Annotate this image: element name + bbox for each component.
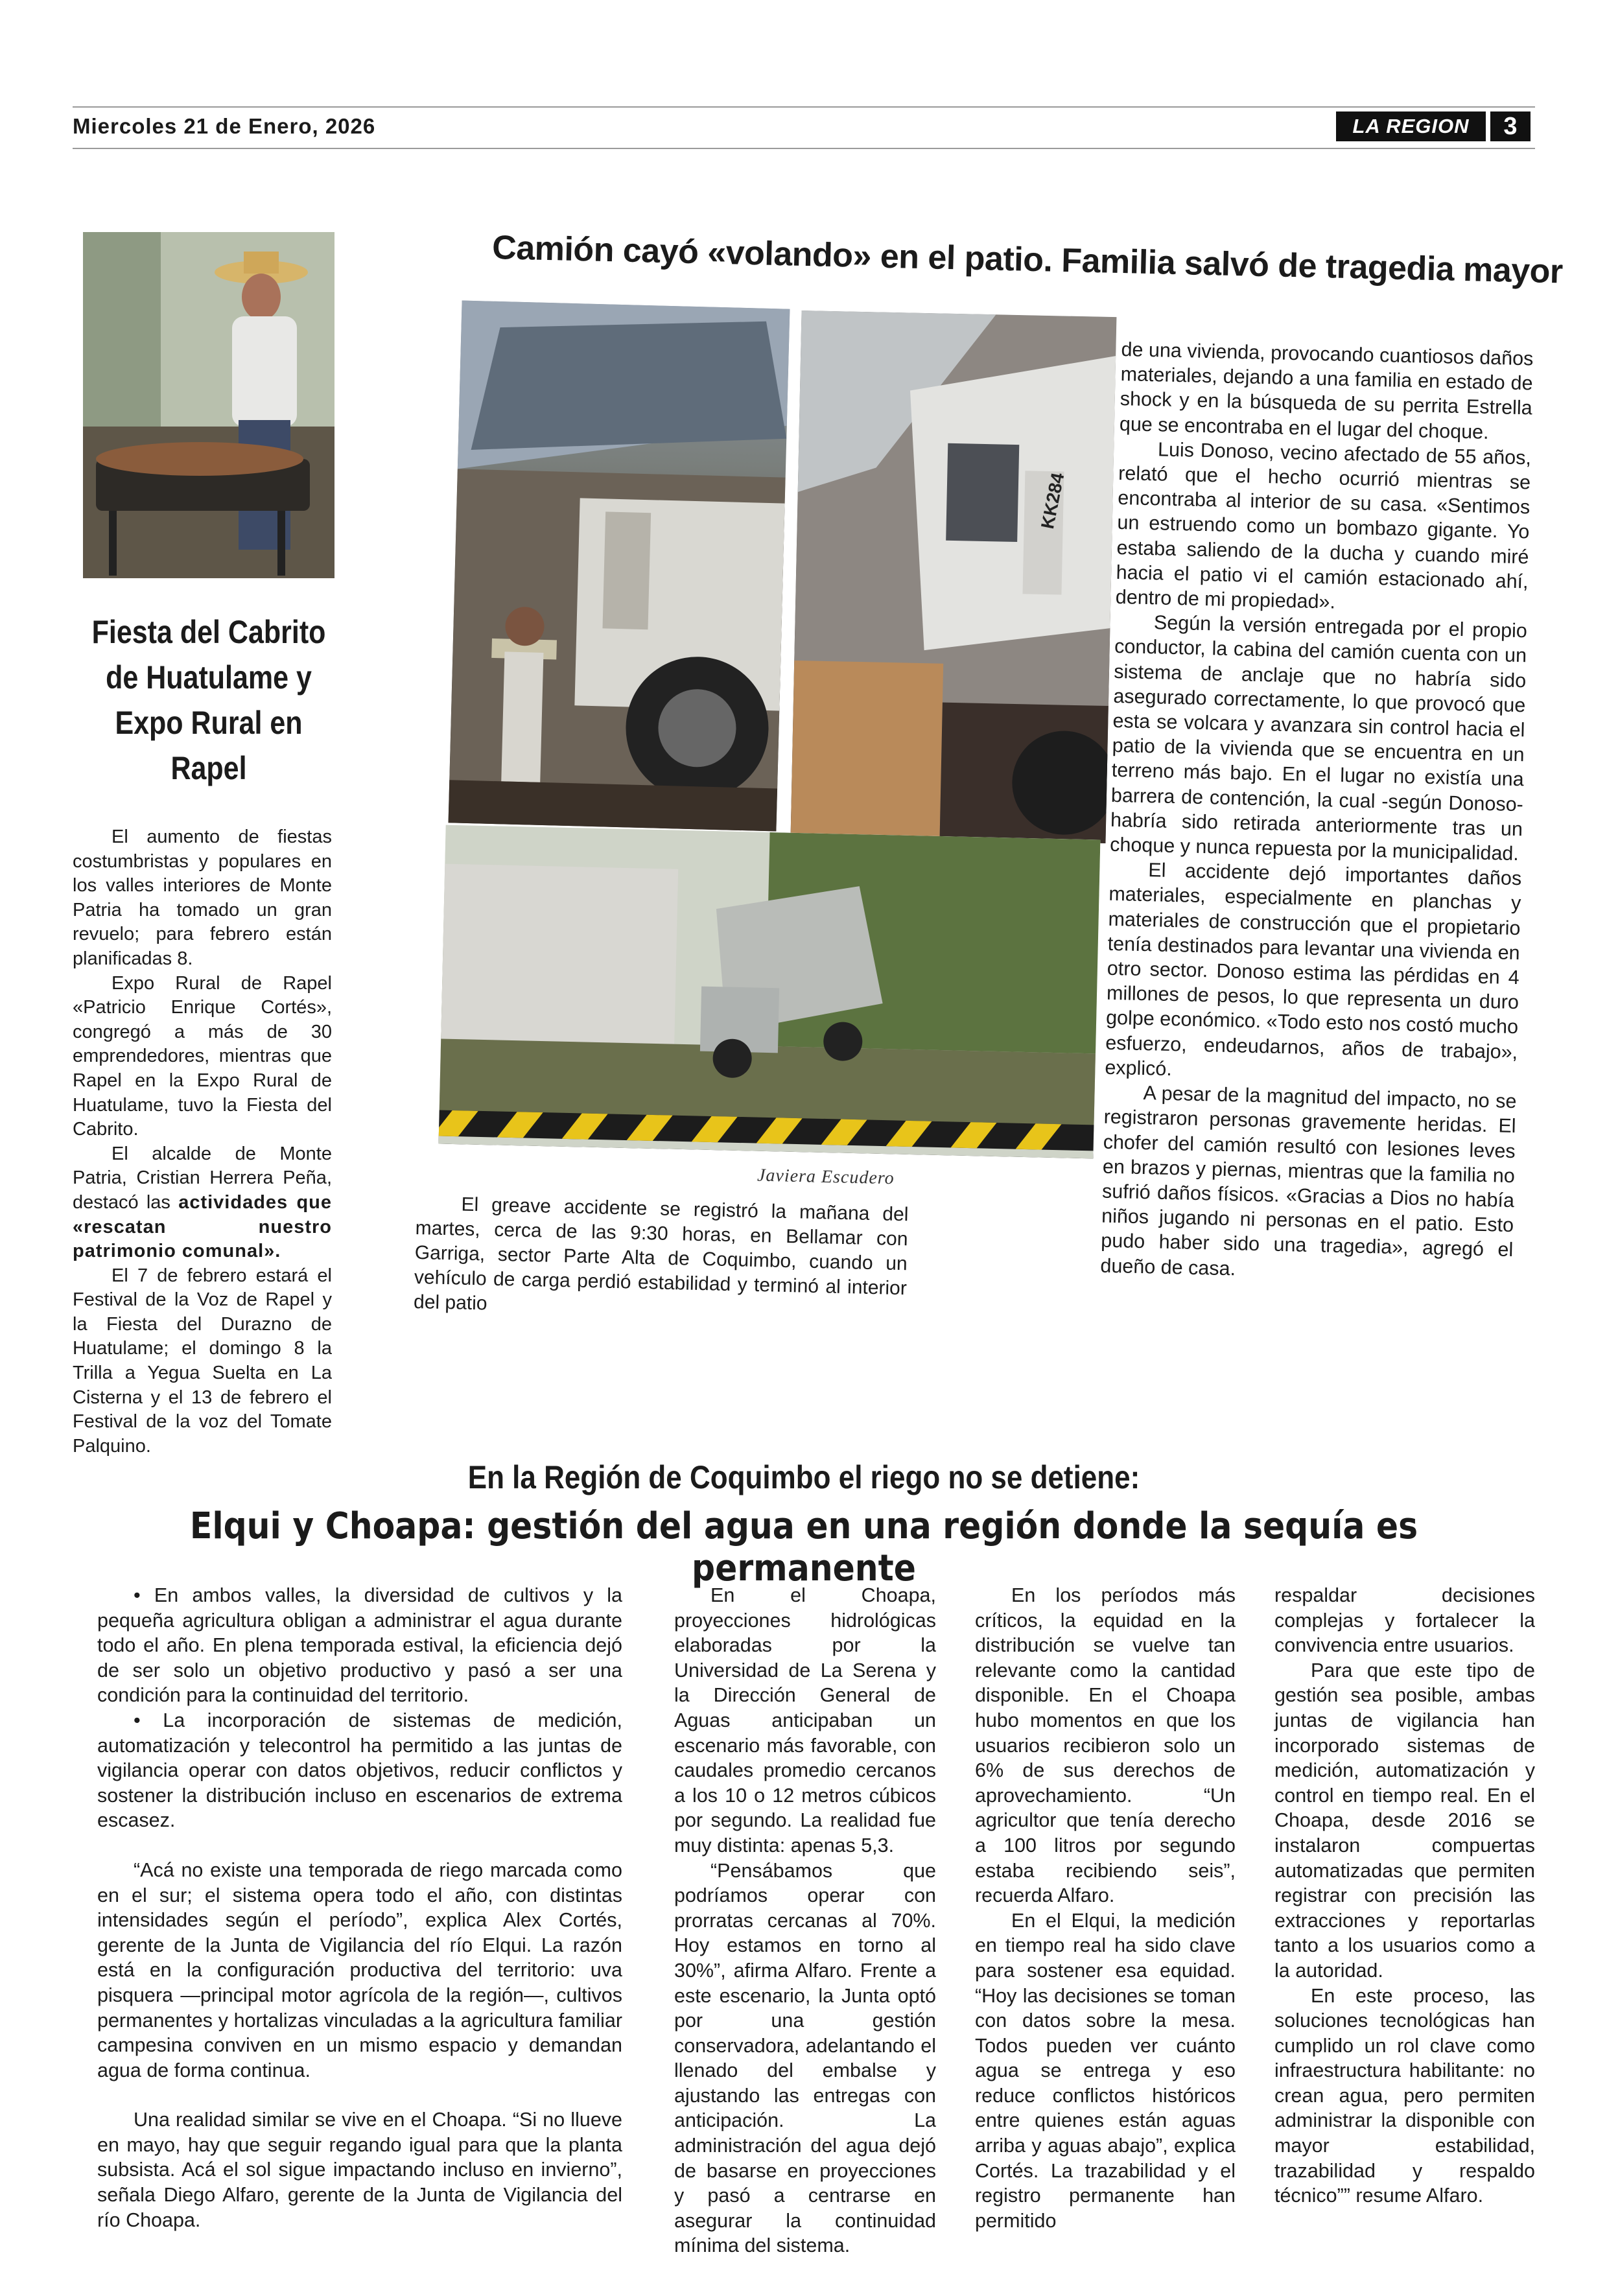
paper-logo [1336,111,1531,141]
feature-paragraph: Una realidad similar se vive en el Choapa. “Si no llueve en mayo, hay que seguir regando igual para que la planta subsista. Acá el sol sigue impactando incluso en invierno”, señala Diego Alfaro, gerente de la Junta de Vigilancia del río Choapa. [97,2109,622,2231]
caption-text: El greave accidente se registró la mañana del martes, cerca de las 9:30 horas, en Bellamar con Garriga, sector Parte Alta de Coquimbo, cuando un vehículo de carga perdió estabilidad y terminó al interior del patio [413,1193,909,1315]
sidebar-paragraph: El aumento de fiestas costumbristas y populares en los valles interiores de Monte Patria ha tomado un gran revuelo; para febrero están planificadas 8. [73,826,332,969]
feature-paragraph: En este proceso, las soluciones tecnológicas han cumplido un rol clave como infraestructura habilitante: no crean agua, pero permiten administrar la disponible con mayor estabilidad, trazabilidad y respaldo técnico”” resume Alfaro. [1274,1984,1535,2207]
feature-paragraph: “Acá no existe una temporada de riego marcada como en el sur; el sistema opera todo el año, con distintas intensidades según el período”, explica Alex Cortés, gerente de la Junta de Vigilancia del río Elqui. La razón está en la configuración productiva del territorio: uva pisquera —principal motor agrícola de la región—, cultivos permanentes y hortalizas vinculadas a la agricultura familiar campesina conviven en un mismo espacio y demandan agua de forma continua. [97,1858,622,2081]
photo-truck-man [449,301,790,832]
sidebar-bold-quote: actividades que «rescatan nuestro patrimonio comunal». [73,1191,333,1262]
sidebar-paragraph: Expo Rural de Rapel «Patricio Enrique Cortés», congregó a más de 30 emprendedores, mientras que Rapel en la Expo Rural de Huatulame, tuvo la Fiesta del Cabrito. [73,972,332,1140]
photo-dump-truck-patio [439,825,1101,1159]
feature-column-1 [97,1583,622,2232]
header-bottom-rule [73,148,1535,149]
feature-paragraph: “Pensábamos que podríamos operar con prorratas cercanas al 70%. Hoy estamos en torno al 30%”, afirma Alfaro. Frente a este escenario, la Junta optó por una gestión conservadora, adelantando el llenado del embalse y ajustando las entregas con anticipación. La administración del agua dejó de basarse en proyecciones y pasó a centrarse en asegurar la continuidad mínima del sistema. [674,1859,936,2257]
feature-headline: Elqui y Choapa: gestión del agua en una región donde la sequía es permanente [189,1505,1418,1589]
paper-name: LA REGION [1352,115,1470,137]
story-body [1100,337,1534,1287]
feature-bullet: • La incorporación de sistemas de medición, automatización y telecontrol ha permitido a las juntas de vigilancia operar con datos objetivos, reducir conflictos y sostener la distribución incluso en escenarios de extrema escasez. [97,1709,622,1832]
sidebar-paragraph: El 7 de febrero estará el Festival de la Voz de Rapel y la Fiesta del Durazno de Huatulame; el domingo 8 la Trilla a Yegua Suelta en La Cisterna y el 13 de febrero el Festival de la voz del Tomate Palquino. [73,1265,332,1457]
story-paragraph: Luis Donoso, vecino afectado de 55 años, relató que el hecho ocurrió mientras se encontraba al interior de su casa. «Sentimos un estruendo como un bombazo gigante. Yo estaba saliendo de la ducha y cuando miré hacia el patio vi el camión estacionado ahí, dentro de mi propiedad». [1115,438,1532,613]
sidebar-photo-grill [83,232,334,578]
story-paragraph: de una vivienda, provocando cuantiosos daños materiales, dejando a una familia en estado de shock y en la búsqueda de su perrita Estrella que se encontraba en el lugar del choque. [1119,338,1534,443]
sidebar-article-text [73,825,332,1458]
feature-paragraph: En el Elqui, la medición en tiempo real ha sido clave para sostener esa equidad. “Hoy las decisiones se toman con datos sobre la mesa. Todos pueden ver cuánto agua se entrega y eso reduce conflictos históricos entre quienes están aguas arriba y aguas abajo”, explica Cortés. La trazabilidad y el registro permanente han permitido [975,1909,1236,2232]
feature-paragraph: respaldar decisiones complejas y fortalecer la convivencia entre usuarios. [1274,1584,1535,1657]
story-paragraph: El accidente dejó importantes daños materiales, especialmente en planchas y materiales de construcción que el propietario tenía destinados para levantar una vivienda en otro sector. Donoso estima las pérdidas en 4 millones de pesos, lo que representa un duro golpe económico. «Todo esto nos costó mucho esfuerzo, endeudarnos, años de trabajo», explicó. [1105,859,1522,1080]
feature-paragraph: En los períodos más críticos, la equidad en la distribución se vuelve tan relevante como la cantidad disponible. En el Choapa hubo momentos en que los usuarios recibieron solo un 6% de sus derechos de aprovechamiento. “Un agricultor que tenía derecho a 100 litros por segundo estaba recibiendo seis”, recuerda Alfaro. [975,1584,1236,1907]
photo-truck-cabin [791,310,1117,843]
feature-bullet: • En ambos valles, la diversidad de cultivos y la pequeña agricultura obligan a administrar el agua durante todo el año. En plena temporada estival, la eficiencia dejó de ser solo un objetivo productivo y pasó a ser una condición para la continuidad del territorio. [97,1584,622,1707]
feature-column-3 [975,1583,1236,2233]
feature-kicker: En la Región de Coquimbo el riego no se detiene: [467,1459,1140,1495]
feature-column-2 [674,1583,936,2258]
issue-date: Miercoles 21 de Enero, 2026 [73,114,376,138]
sidebar-paragraph [73,1142,332,1264]
page-number: 3 [1486,111,1531,141]
photo-credit: Javiera Escudero [757,1165,895,1189]
feature-column-4 [1274,1583,1535,2208]
sidebar-text-span: El alcalde de Monte Patria, Cristian Herrera Peña, destacó las [73,1143,332,1213]
story-paragraph: Según la versión entregada por el propio conductor, la cabina del camión cuenta con un sistema de anclaje que no habría sido asegurado correctamente, lo que provocó que esta se volcara y avanzara sin control hacia el patio de la vivienda que se encuentra en un terreno más bajo. En el lugar no existía una barrera de contención, la cual -según Donoso- habría sido retirada anteriormente tras un choque y nunca repuesta por la municipalidad. [1109,611,1528,865]
feature-paragraph: En el Choapa, proyecciones hidrológicas elaboradas por la Universidad de La Serena y la Dirección General de Aguas anticipaban un escenario más favorable, con caudales promedio cercanos a los 10 o 12 metros cúbicos por segundo. La realidad fue muy distinta: apenas 5,3. [674,1584,936,1857]
feature-paragraph: Para que este tipo de gestión sea posible, ambas juntas de vigilancia han incorporado sistemas de medición, automatización y control en tiempo real. En el Choapa, desde 2016 se instalaron compuertas automatizadas que permiten registrar con precisión las extracciones y reportarlas tanto a los usuarios como a la autoridad. [1274,1659,1535,1982]
photo-caption [414,1191,909,1326]
story-paragraph: A pesar de la magnitud del impacto, no se registraron personas gravemente heridas. El chofer del camión resultó con lesiones leves en brazos y piernas, mientras que la familia no sufrió daños físicos. «Gracias a Dios no había niños jugando ni personas en el patio. Esto pudo haber sido una tragedia», agregó el dueño de casa. [1100,1082,1517,1280]
story-headline: Camión cayó «volando» en el patio. Familia salvó de tragedia mayor [491,228,1564,291]
sidebar-headline: Fiesta del Cabrito de Huatulame y Expo Rural en Rapel [91,614,326,786]
header-top-rule [73,106,1535,108]
truck-plate-text: KK284 [1037,471,1068,531]
